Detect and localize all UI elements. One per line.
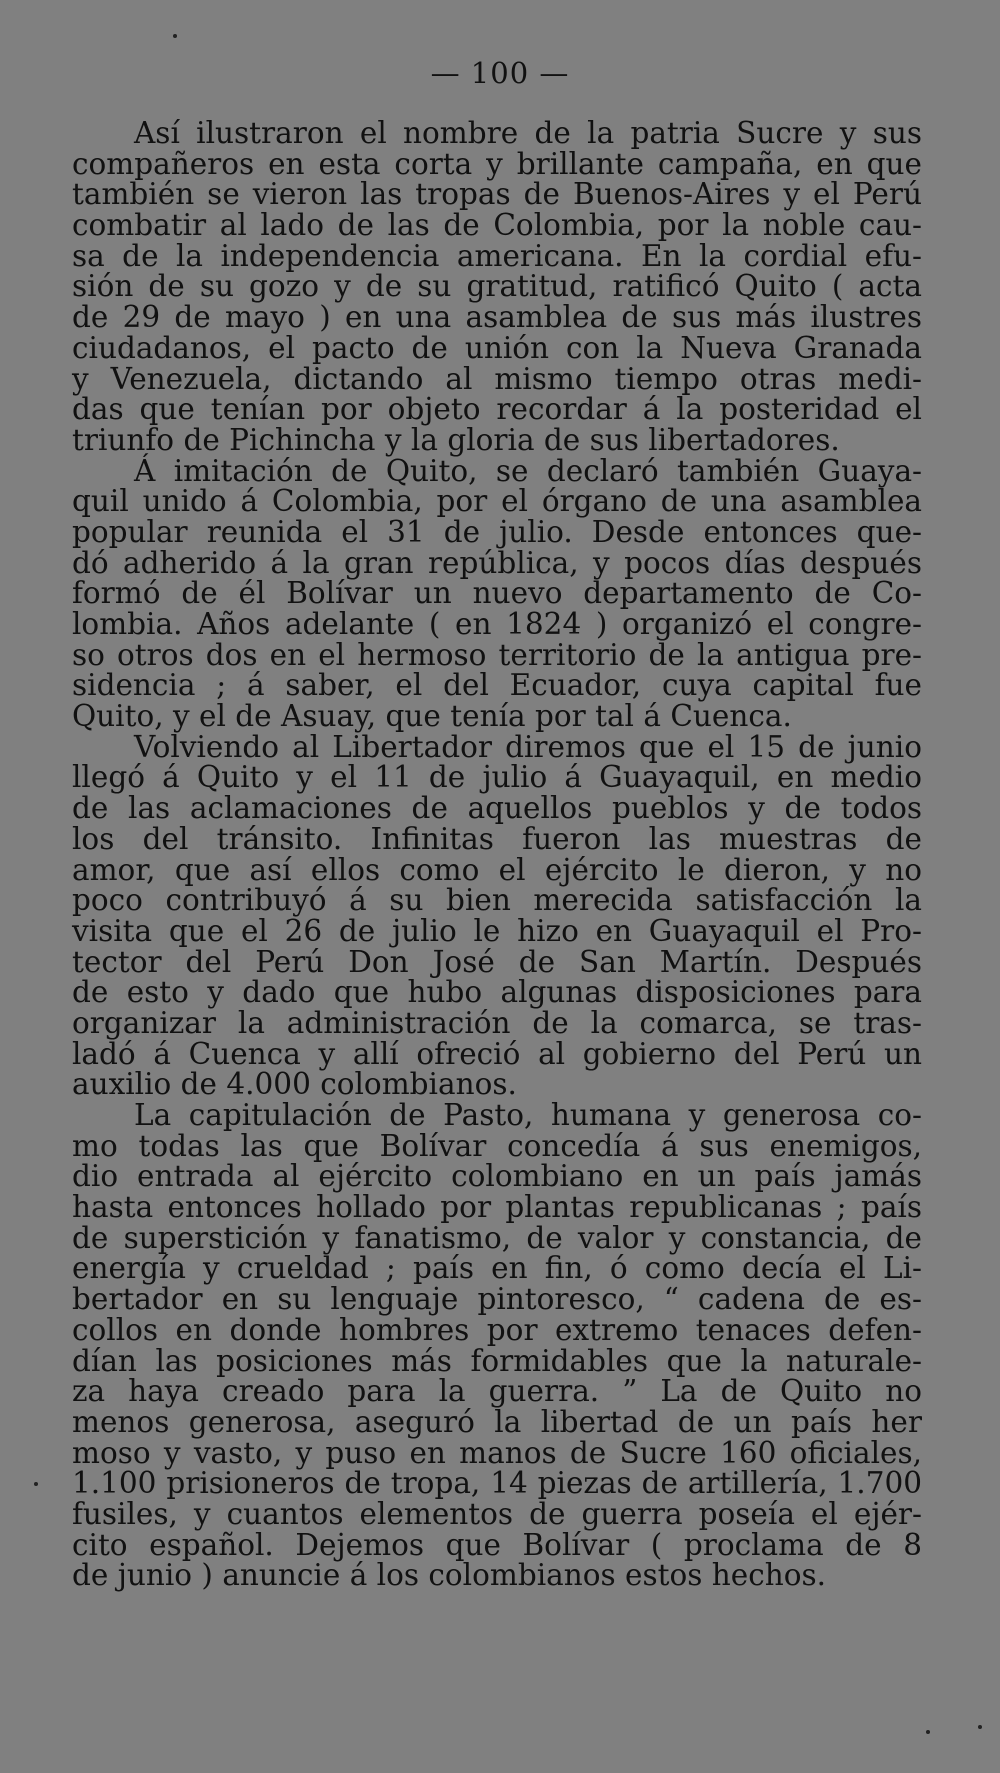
print-speck xyxy=(926,1730,930,1734)
text-line: La capitulación de Pasto, humana y generosa co- xyxy=(134,1098,922,1132)
text-line: fusiles, y cuantos elementos de guerra poseía el ejér- xyxy=(72,1496,922,1531)
text-line: collos en donde hombres por extremo tenaces defen- xyxy=(72,1312,922,1347)
text-line: dían las posiciones más formidables que la naturale- xyxy=(72,1343,922,1378)
text-line: 1.100 prisioneros de tropa, 14 piezas de artillería, 1.700 xyxy=(72,1466,922,1501)
text-line: popular reunida el 31 de julio. Desde entonces que- xyxy=(72,514,922,549)
text-line: lombia. Años adelante ( en 1824 ) organizó el congre- xyxy=(72,607,922,641)
text-line: sa de la independencia americana. En la cordial efu- xyxy=(72,238,922,273)
text-line: mo todas las que Bolívar concedía á sus enemigos, xyxy=(72,1128,922,1163)
text-line: de esto y dado que hubo algunas disposiciones para xyxy=(72,975,922,1010)
text-line: quil unido á Colombia, por el órgano de una asamblea xyxy=(72,484,922,519)
text-line: de 29 de mayo ) en una asamblea de sus más ilustres xyxy=(72,300,922,335)
text-line: dio entrada al ejército colombiano en un país jamás xyxy=(72,1159,922,1194)
text-line: sidencia ; á saber, el del Ecuador, cuya capital fue xyxy=(72,668,922,703)
text-line: moso y vasto, y puso en manos de Sucre 160 oficiales, xyxy=(72,1435,922,1470)
text-line: Á imitación de Quito, se declaró también Guaya- xyxy=(134,453,922,488)
text-line: de superstición y fanatismo, de valor y constancia, de xyxy=(72,1220,922,1255)
text-line: Así ilustraron el nombre de la patria Sucre y sus xyxy=(134,116,922,150)
text-line: poco contribuyó á su bien merecida satisfacción la xyxy=(72,883,922,918)
text-line: compañeros en esta corta y brillante campaña, en que xyxy=(72,146,922,181)
text-line: Volviendo al Libertador diremos que el 15 de junio xyxy=(134,729,922,764)
text-line: organizar la administración de la comarca, se tras- xyxy=(72,1005,922,1040)
text-line: ladó á Cuenca y allí ofreció al gobierno del Perú un xyxy=(72,1036,922,1071)
text-line: cito español. Dejemos que Bolívar ( proclama de 8 xyxy=(72,1527,922,1562)
text-line: dó adherido á la gran república, y pocos días después xyxy=(72,545,922,580)
print-speck xyxy=(173,34,177,38)
text-line: de las aclamaciones de aquellos pueblos y de todos xyxy=(72,791,922,826)
text-line: bertador en su lenguaje pintoresco, “ cadena de es- xyxy=(72,1282,922,1317)
text-line: tector del Perú Don José de San Martín. Después xyxy=(72,944,922,979)
text-line: de junio ) anuncie á los colombianos estos hechos. xyxy=(72,1558,826,1593)
body-text xyxy=(72,118,922,1591)
text-line: hasta entonces hollado por plantas republicanas ; país xyxy=(72,1190,922,1225)
text-line: menos generosa, aseguró la libertad de un país her xyxy=(72,1404,922,1439)
print-speck xyxy=(978,1725,982,1729)
text-line: so otros dos en el hermoso territorio de la antigua pre- xyxy=(72,637,922,672)
text-line: combatir al lado de las de Colombia, por la noble cau- xyxy=(72,208,922,243)
text-line: triunfo de Pichincha y la gloria de sus libertadores. xyxy=(72,422,840,457)
text-line: ciudadanos, el pacto de unión con la Nueva Granada xyxy=(72,330,922,365)
page-number: — 100 — xyxy=(430,56,570,90)
text-line: sión de su gozo y de su gratitud, ratificó Quito ( acta xyxy=(72,269,922,304)
text-line: das que tenían por objeto recordar á la posteridad el xyxy=(72,392,922,427)
text-line: visita que el 26 de julio le hizo en Guayaquil el Pro- xyxy=(72,913,922,948)
text-line: amor, que así ellos como el ejército le dieron, y no xyxy=(72,852,922,887)
text-line: también se vieron las tropas de Buenos-Aires y el Perú xyxy=(72,177,922,212)
text-line: y Venezuela, dictando al mismo tiempo otras medi- xyxy=(72,361,922,396)
text-line: los del tránsito. Infinitas fueron las muestras de xyxy=(72,821,922,856)
text-line: energía y crueldad ; país en fin, ó como decía el Li- xyxy=(72,1251,922,1286)
text-line: auxilio de 4.000 colombianos. xyxy=(72,1067,517,1102)
text-line: za haya creado para la guerra. ” La de Quito no xyxy=(72,1374,922,1409)
print-speck xyxy=(34,1482,38,1486)
text-line: Quito, y el de Asuay, que tenía por tal á Cuenca. xyxy=(72,699,792,734)
text-line: llegó á Quito y el 11 de julio á Guayaquil, en medio xyxy=(72,760,922,795)
text-line: formó de él Bolívar un nuevo departamento de Co- xyxy=(72,576,922,611)
